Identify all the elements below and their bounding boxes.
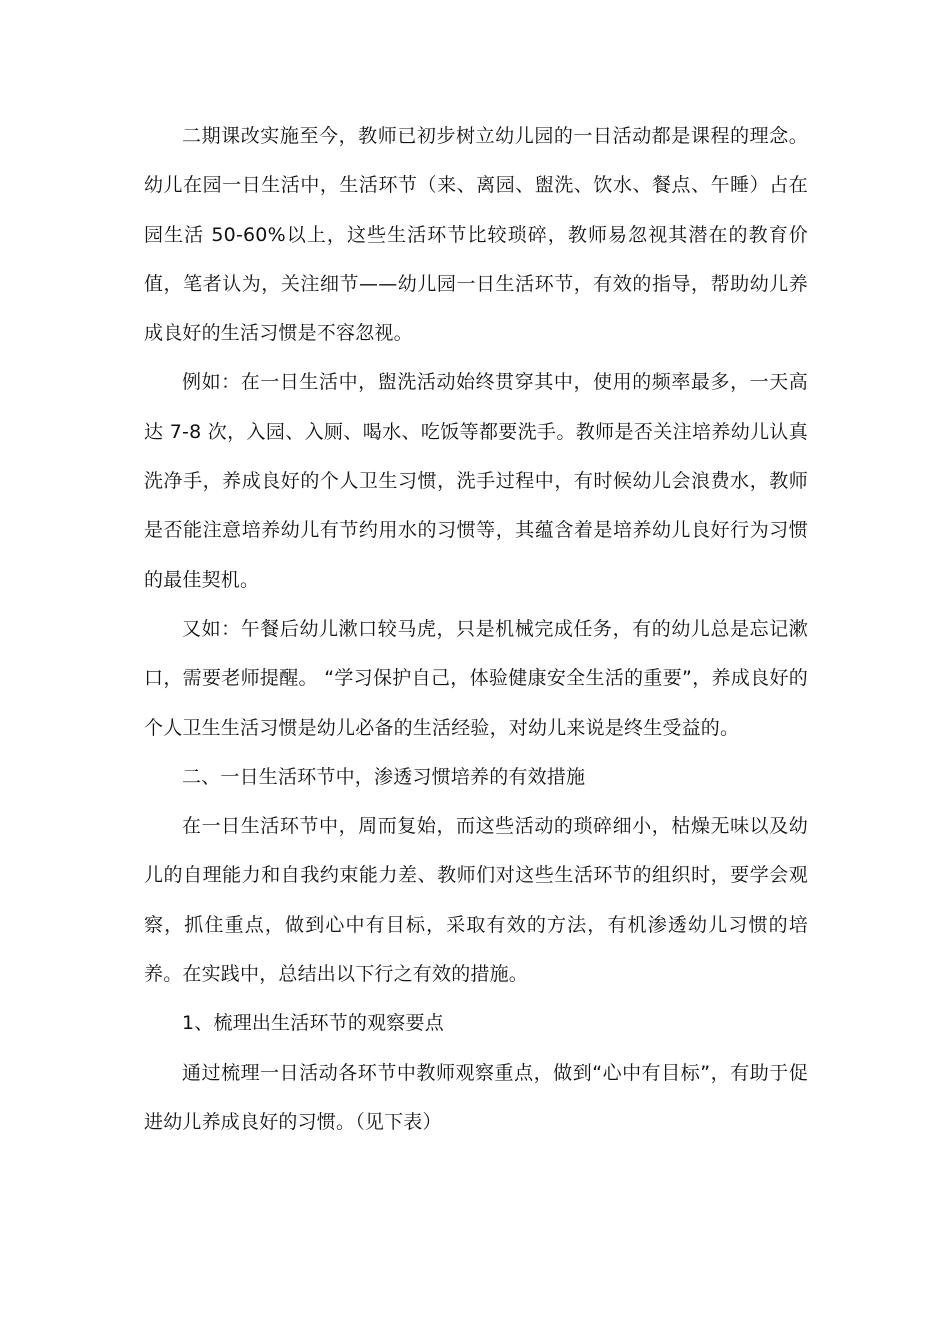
- paragraph-handwashing-example: 例如：在一日生活中，盥洗活动始终贯穿其中，使用的频率最多，一天高达 7-8 次，入园、入厕、喝水、吃饭等都要洗手。教师是否关注培养幼儿认真洗净手，养成良好的个人卫生习惯，洗手过程中，有时候幼儿会浪费水，教师是否能注意培养幼儿有节约用水的习惯等，其蕴含着是培养幼儿良好行为习惯的最佳契机。: [144, 371, 808, 591]
- paragraph-observation-goals: 通过梳理一日活动各环节中教师观察重点，做到“心中有目标”，有助于促进幼儿养成良好的习惯。（见下表）: [144, 1061, 808, 1133]
- section-heading-effective-measures: 二、一日生活环节中，渗透习惯培养的有效措施: [182, 765, 586, 788]
- document-body: [144, 112, 808, 1147]
- paragraph-daily-routine-measures: 在一日生活环节中，周而复始，而这些活动的琐碎细小，枯燥无味以及幼儿的自理能力和自我约束能力差、教师们对这些生活环节的组织时，要学会观察，抓住重点，做到心中有目标，采取有效的方法，有机渗透幼儿习惯的培养。在实践中，总结出以下行之有效的措施。: [144, 815, 808, 986]
- paragraph-curriculum-reform: 二期课改实施至今，教师已初步树立幼儿园的一日活动都是课程的理念。幼儿在园一日生活中，生活环节（来、离园、盥洗、饮水、餐点、午睡）占在园生活 50-60%以上，这些生活环节比较琐碎，教师易忽视其潜在的教育价值，笔者认为，关注细节——幼儿园一日生活环节，有效的指导，帮助幼儿养成良好的生活习惯是不容忽视。: [144, 125, 808, 345]
- subsection-heading-observation-points: 1、梳理出生活环节的观察要点: [182, 1012, 444, 1035]
- paragraph-mouth-rinsing-example: 又如：午餐后幼儿漱口较马虎，只是机械完成任务，有的幼儿总是忘记漱口，需要老师提醒。 “学习保护自己，体验健康安全生活的重要”，养成良好的个人卫生生活习惯是幼儿必备的生活经验，对幼儿来说是终生受益的。: [144, 617, 808, 739]
